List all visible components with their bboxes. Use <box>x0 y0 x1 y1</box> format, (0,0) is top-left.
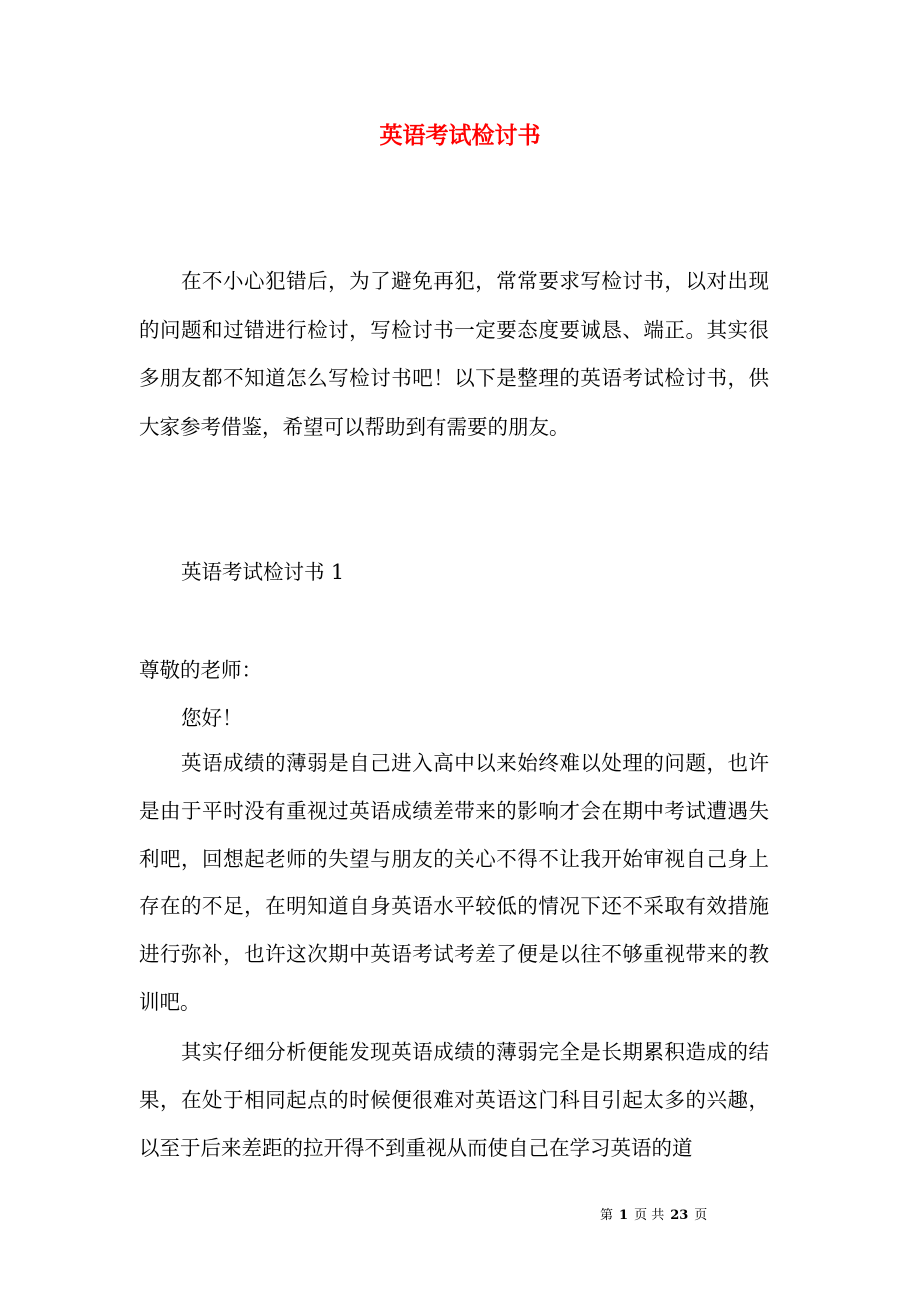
salutation: 尊敬的老师： <box>139 658 262 682</box>
footer-prefix: 第 <box>600 1208 614 1223</box>
footer-current-page: 1 <box>619 1208 629 1223</box>
intro-paragraph: 在不小心犯错后，为了避免再犯，常常要求写检讨书，以对出现的问题和过错进行检讨，写检讨书一定要态度要诚恳、端正。其实很多朋友都不知道怎么写检讨书吧！以下是整理的英语考试检讨书，供大家参考借鉴，希望可以帮助到有需要的朋友。 <box>139 269 769 439</box>
footer-total-pages: 23 <box>670 1208 689 1223</box>
footer-mid: 页 共 <box>634 1208 665 1223</box>
section-heading: 英语考试检讨书 1 <box>181 560 345 584</box>
document-title: 英语考试检讨书 <box>379 122 541 149</box>
greeting: 您好！ <box>181 706 243 730</box>
footer-suffix: 页 <box>694 1208 708 1223</box>
page-footer <box>600 1206 790 1226</box>
body-paragraph-2: 其实仔细分析便能发现英语成绩的薄弱完全是长期累积造成的结果，在处于相同起点的时候便很难对英语这门科目引起太多的兴趣，以至于后来差距的拉开得不到重视从而使自己在学习英语的道 <box>139 1040 769 1160</box>
body-paragraph-1: 英语成绩的薄弱是自己进入高中以来始终难以处理的问题，也许是由于平时没有重视过英语成绩差带来的影响才会在期中考试遭遇失利吧，回想起老师的失望与朋友的关心不得不让我开始审视自己身上存在的不足，在明知道自身英语水平较低的情况下还不采取有效措施进行弥补，也许这次期中英语考试考差了便是以往不够重视带来的教训吧。 <box>139 751 769 1014</box>
